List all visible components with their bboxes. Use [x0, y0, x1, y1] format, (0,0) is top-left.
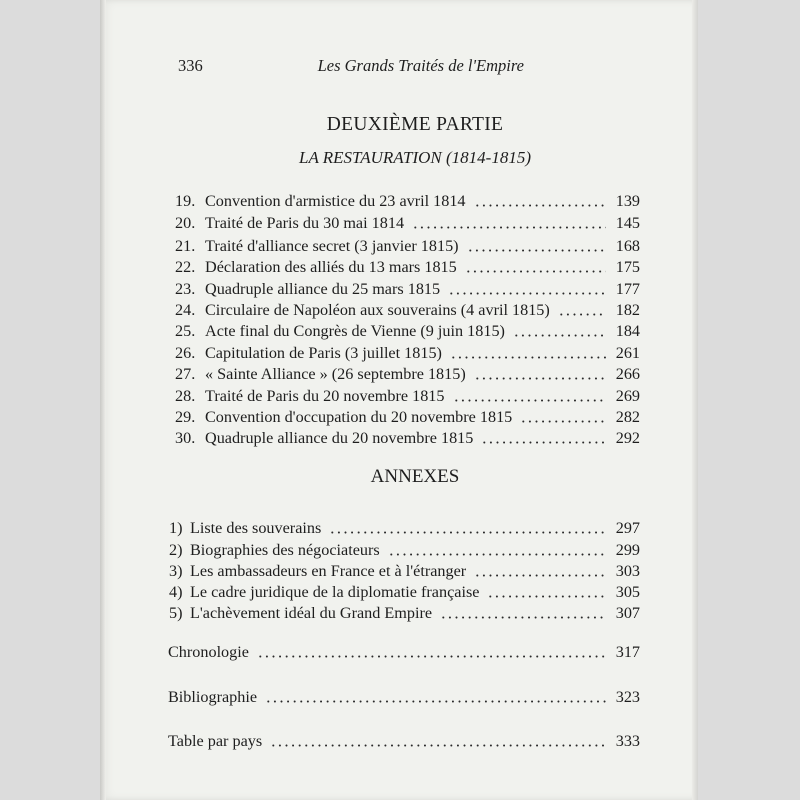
entry-row	[168, 407, 640, 427]
entry-number: 23.	[175, 280, 196, 298]
annex-row	[168, 540, 640, 560]
entry-page-number: 317	[615, 643, 640, 661]
back-row	[168, 687, 640, 707]
entry-row	[168, 364, 640, 384]
entry-title: Liste des souverains	[190, 519, 322, 537]
dot-leader	[270, 744, 606, 747]
dot-leader	[257, 655, 606, 658]
entry-page-number: 303	[615, 562, 640, 580]
dot-leader	[265, 700, 606, 703]
dot-leader	[448, 292, 606, 295]
entry-number: 3)	[169, 562, 183, 580]
entry-title: Les ambassadeurs en France et à l'étranger	[190, 562, 467, 580]
entry-title: Traité d'alliance secret (3 janvier 1815)	[205, 237, 459, 255]
book-title: Les Grands Traités de l'Empire	[317, 56, 524, 75]
entry-number: 28.	[175, 387, 196, 405]
dot-leader	[453, 399, 606, 402]
entry-row	[168, 300, 640, 320]
entry-page-number: 145	[615, 214, 640, 232]
dot-leader	[513, 334, 606, 337]
entry-page-number: 282	[615, 408, 640, 426]
dot-leader	[465, 270, 606, 273]
entry-title: Traité de Paris du 20 novembre 1815	[205, 387, 445, 405]
running-head	[178, 56, 524, 78]
dot-leader	[467, 249, 606, 252]
entry-title: Biographies des négociateurs	[190, 541, 380, 559]
entry-title: Chronologie	[168, 643, 249, 661]
entry-title: Acte final du Congrès de Vienne (9 juin 1815)	[205, 322, 505, 340]
entry-title: Quadruple alliance du 20 novembre 1815	[205, 429, 474, 447]
annex-row	[168, 518, 640, 538]
entry-title: Le cadre juridique de la diplomatie française	[190, 583, 480, 601]
entry-number: 5)	[169, 604, 183, 622]
annex-row	[168, 603, 640, 623]
entry-title: Convention d'armistice du 23 avril 1814	[205, 192, 466, 210]
dot-leader	[481, 441, 606, 444]
entry-number: 20.	[175, 214, 196, 232]
entry-page-number: 175	[615, 258, 640, 276]
entry-number: 26.	[175, 344, 196, 362]
entry-number: 1)	[169, 519, 183, 537]
dot-leader	[474, 377, 606, 380]
entry-page-number: 269	[615, 387, 640, 405]
dot-leader	[474, 204, 606, 207]
dot-leader	[329, 531, 606, 534]
dot-leader	[474, 574, 606, 577]
page-edge-shadow	[692, 0, 698, 800]
dot-leader	[558, 313, 606, 316]
entry-row	[168, 257, 640, 277]
entry-title: Bibliographie	[168, 688, 258, 706]
annexes-heading: ANNEXES	[370, 466, 460, 487]
entry-row	[168, 279, 640, 299]
entry-row	[168, 236, 640, 256]
entry-page-number: 297	[615, 519, 640, 537]
dot-leader	[450, 356, 606, 359]
entry-title: Traité de Paris du 30 mai 1814	[205, 214, 405, 232]
entry-row	[168, 321, 640, 341]
entry-page-number: 177	[615, 280, 640, 298]
page-gutter-shadow	[100, 0, 106, 800]
entry-page-number: 261	[615, 344, 640, 362]
entry-title: Déclaration des alliés du 13 mars 1815	[205, 258, 457, 276]
entry-page-number: 184	[615, 322, 640, 340]
dot-leader	[412, 226, 606, 229]
entry-title: L'achèvement idéal du Grand Empire	[190, 604, 433, 622]
part-title: DEUXIÈME PARTIE	[326, 114, 504, 135]
entry-page-number: 139	[615, 192, 640, 210]
page-number: 336	[178, 56, 203, 75]
entry-page-number: 323	[615, 688, 640, 706]
annex-row	[168, 561, 640, 581]
entry-page-number: 305	[615, 583, 640, 601]
entry-title: Table par pays	[168, 732, 263, 750]
entry-title: Convention d'occupation du 20 novembre 1815	[205, 408, 513, 426]
entry-number: 27.	[175, 365, 196, 383]
back-row	[168, 642, 640, 662]
entry-number: 21.	[175, 237, 196, 255]
entry-number: 25.	[175, 322, 196, 340]
entry-number: 24.	[175, 301, 196, 319]
entry-page-number: 292	[615, 429, 640, 447]
entry-page-number: 299	[615, 541, 640, 559]
back-row	[168, 731, 640, 751]
dot-leader	[388, 553, 606, 556]
entry-title: « Sainte Alliance » (26 septembre 1815)	[205, 365, 466, 383]
dot-leader	[440, 616, 606, 619]
dot-leader	[520, 420, 606, 423]
entry-page-number: 266	[615, 365, 640, 383]
entry-row	[168, 213, 640, 233]
entry-number: 22.	[175, 258, 196, 276]
entry-number: 2)	[169, 541, 183, 559]
entry-title: Circulaire de Napoléon aux souverains (4 avril 1815)	[205, 301, 550, 319]
entry-page-number: 333	[615, 732, 640, 750]
entry-title: Quadruple alliance du 25 mars 1815	[205, 280, 441, 298]
entry-page-number: 307	[615, 604, 640, 622]
annex-row	[168, 582, 640, 602]
entry-row	[168, 191, 640, 211]
entry-page-number: 182	[615, 301, 640, 319]
entry-number: 4)	[169, 583, 183, 601]
entry-number: 30.	[175, 429, 196, 447]
entry-number: 29.	[175, 408, 196, 426]
entry-row	[168, 428, 640, 448]
entry-number: 19.	[175, 192, 196, 210]
part-subtitle: LA RESTAURATION (1814-1815)	[298, 148, 531, 167]
entry-title: Capitulation de Paris (3 juillet 1815)	[205, 344, 442, 362]
dot-leader	[487, 595, 606, 598]
entry-row	[168, 343, 640, 363]
entry-row	[168, 386, 640, 406]
entry-page-number: 168	[615, 237, 640, 255]
